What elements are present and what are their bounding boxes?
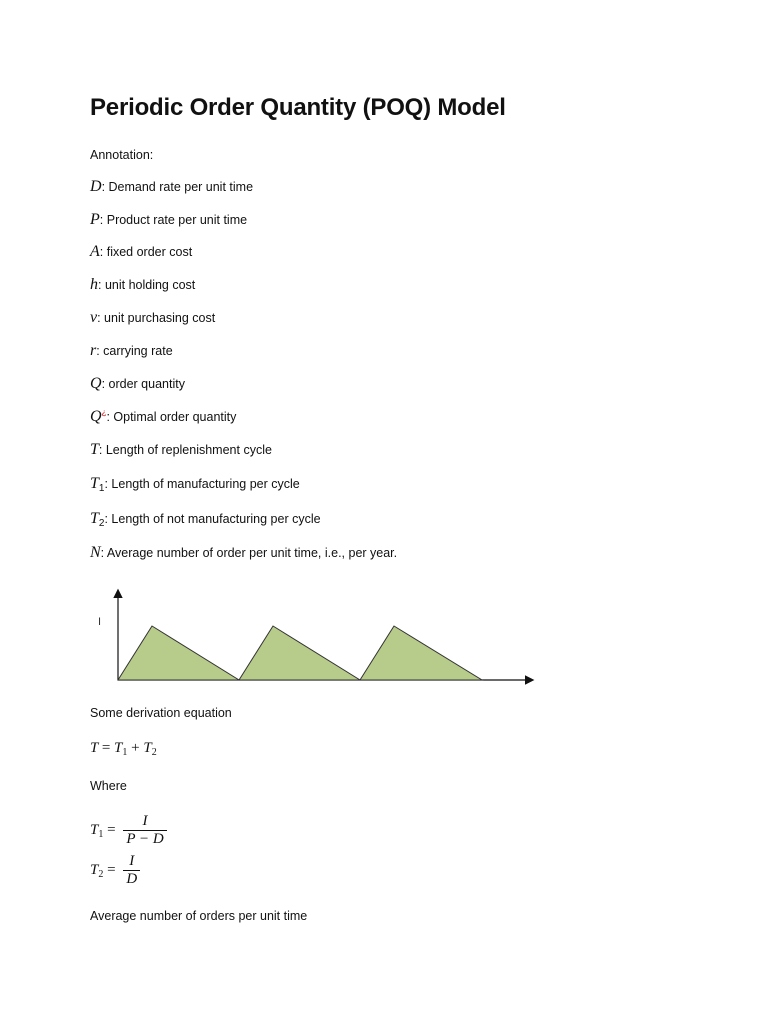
annotation-item: [90, 342, 173, 360]
annotation-symbol: A: [90, 243, 100, 260]
equation-lhs: T: [90, 821, 99, 838]
equation-subscript: 1: [122, 747, 128, 758]
annotation-text: : Product rate per unit time: [99, 213, 248, 227]
annotation-text: : unit holding cost: [98, 278, 196, 292]
annotation-symbol: D: [90, 178, 102, 195]
equation-subscript: 2: [98, 868, 104, 880]
annotation-symbol: h: [90, 276, 98, 293]
annotation-item: [90, 544, 397, 562]
annotation-text: : fixed order cost: [99, 245, 193, 259]
annotation-symbol: Q: [90, 375, 102, 392]
annotation-text: : Average number of order per unit time, i.e., per year.: [100, 546, 398, 560]
annotation-heading: Annotation:: [90, 148, 154, 162]
annotation-text: : carrying rate: [96, 344, 173, 358]
annotation-item: [90, 441, 272, 459]
annotation-text: : Length of not manufacturing per cycle: [104, 512, 321, 526]
annotation-item: [90, 243, 192, 261]
fraction-denominator: D: [126, 871, 138, 887]
annotation-text: : Length of replenishment cycle: [98, 443, 272, 457]
inventory-cycle-triangle: [239, 626, 360, 680]
fraction-numerator: I: [123, 853, 140, 871]
annotation-symbol: T: [90, 510, 99, 527]
inventory-sawtooth-diagram: [90, 585, 550, 695]
annotation-item: [90, 309, 215, 327]
page-title: Periodic Order Quantity (POQ) Model: [90, 94, 506, 121]
equation-cycle-length: $T = T_1 + T_2$: [90, 740, 157, 758]
annotation-symbol: r: [90, 342, 97, 359]
annotation-item: [90, 178, 253, 196]
annotation-item: [90, 211, 247, 229]
annotation-text: : Demand rate per unit time: [101, 180, 254, 194]
annotation-symbol: N: [90, 544, 101, 561]
annotation-item: [90, 510, 321, 529]
annotation-item: [90, 408, 236, 426]
fraction-denominator: P − D: [126, 831, 164, 847]
annotation-item: [90, 375, 185, 393]
equation-subscript: 2: [151, 747, 157, 758]
annotation-symbol: T: [90, 475, 99, 492]
inventory-cycle-triangle: [118, 626, 239, 680]
inventory-cycle-triangle: [360, 626, 482, 680]
fraction: [123, 853, 140, 888]
annotation-item: [90, 276, 195, 294]
equation-lhs: T: [90, 740, 99, 756]
annotation-text: : Optimal order quantity: [106, 410, 237, 424]
annotation-item: [90, 475, 300, 494]
where-label: Where: [90, 779, 127, 793]
annotation-subscript: 2: [98, 518, 105, 529]
fraction-numerator: I: [123, 813, 166, 831]
annotation-symbol: P: [90, 211, 100, 228]
fraction: [123, 813, 166, 848]
y-axis-label: I: [98, 616, 102, 628]
annotation-text: : unit purchasing cost: [97, 311, 216, 325]
annotation-symbol: Q: [90, 408, 102, 425]
annotation-text: : Length of manufacturing per cycle: [104, 477, 300, 491]
equation-term: T: [143, 740, 152, 756]
equation-subscript: 1: [98, 828, 104, 840]
annotation-symbol: T: [90, 441, 99, 458]
equation-t1: $T_1$ = $\frac{I}{P - D}$: [90, 813, 167, 848]
annotation-subscript: 1: [98, 483, 105, 494]
annotation-superscript: ¿: [101, 408, 107, 417]
equation-term: T: [114, 740, 123, 756]
derivation-heading: Some derivation equation: [90, 706, 232, 720]
equation-t2: $T_2$ = $\frac{I}{D}$: [90, 853, 140, 888]
annotation-symbol: v: [90, 309, 98, 326]
equation-lhs: T: [90, 861, 99, 878]
annotation-text: : order quantity: [101, 377, 185, 391]
footer-text: Average number of orders per unit time: [90, 909, 308, 923]
